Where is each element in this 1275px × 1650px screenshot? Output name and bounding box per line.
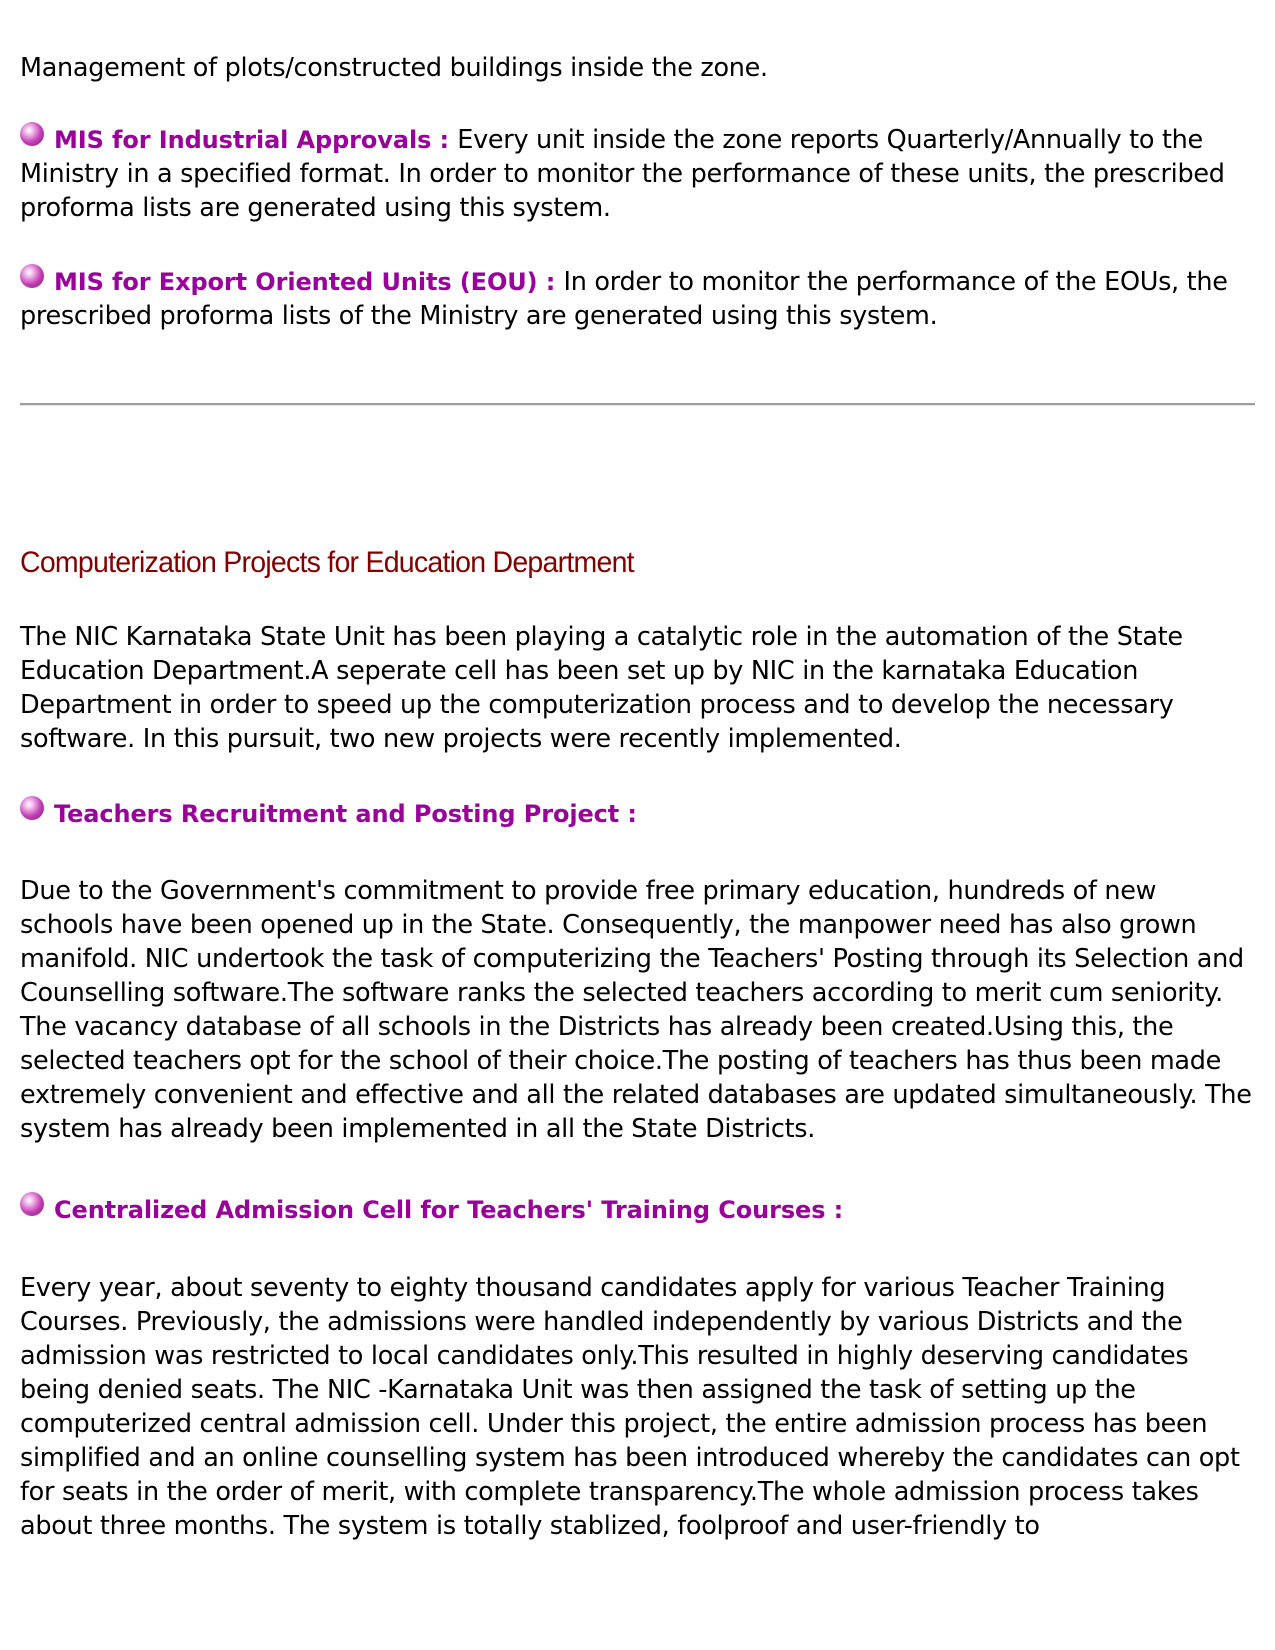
admission-heading <box>20 1193 1245 1227</box>
section-title: Computerization Projects for Education Department <box>20 546 634 579</box>
purple-sphere-bullet-icon <box>20 122 44 146</box>
mis-industrial-label: MIS for Industrial Approvals : <box>54 126 458 154</box>
purple-sphere-bullet-icon <box>20 796 44 820</box>
intro-paragraph: Management of plots/constructed buildings inside the zone. <box>20 53 768 83</box>
teachers-heading <box>20 797 1245 831</box>
admission-label: Centralized Admission Cell for Teachers' Training Courses : <box>54 1196 844 1224</box>
teachers-label: Teachers Recruitment and Posting Project : <box>54 800 637 828</box>
mis-eou-text: In order to monitor the performance of the EOUs, the prescribed proforma lists of the Ministry are generated using this system. <box>20 267 1228 331</box>
horizontal-rule <box>20 403 1255 406</box>
education-intro-paragraph: The NIC Karnataka State Unit has been playing a catalytic role in the automation of the State Education Department.A seperate cell has been set up by NIC in the karnataka Education Department in order to speed up the computerization process and to develop the necessary software. In this pursuit, two new projects were recently implemented. <box>20 622 1183 754</box>
mis-industrial-paragraph <box>20 123 1245 225</box>
purple-sphere-bullet-icon <box>20 1192 44 1216</box>
admission-paragraph: Every year, about seventy to eighty thousand candidates apply for various Teacher Training Courses. Previously, the admissions were handled independently by various Districts and the admission was restricted to local candidates only.This resulted in highly deserving candidates being denied seats. The NIC -Karnataka Unit was then assigned the task of setting up the computerized central admission cell. Under this project, the entire admission process has been simplified and an online counselling system has been introduced whereby the candidates can opt for seats in the order of merit, with complete transparency.The whole admission process takes about three months. The system is totally stablized, foolproof and user-friendly to <box>20 1273 1240 1541</box>
mis-eou-label: MIS for Export Oriented Units (EOU) : <box>54 268 564 296</box>
mis-industrial-text: Every unit inside the zone reports Quarterly/Annually to the Ministry in a specified format. In order to monitor the performance of these units, the prescribed proforma lists are generated using this system. <box>20 125 1225 223</box>
teachers-paragraph: Due to the Government's commitment to provide free primary education, hundreds of new schools have been opened up in the State. Consequently, the manpower need has also grown manifold. NIC undertook the task of computerizing the Teachers' Posting through its Selection and Counselling software.The software ranks the selected teachers according to merit cum seniority. The vacancy database of all schools in the Districts has already been created.Using this, the selected teachers opt for the school of their choice.The posting of teachers has thus been made extremely convenient and effective and all the related databases are updated simultaneously. The system has already been implemented in all the State Districts. <box>20 876 1252 1144</box>
mis-eou-paragraph <box>20 265 1245 333</box>
purple-sphere-bullet-icon <box>20 264 44 288</box>
